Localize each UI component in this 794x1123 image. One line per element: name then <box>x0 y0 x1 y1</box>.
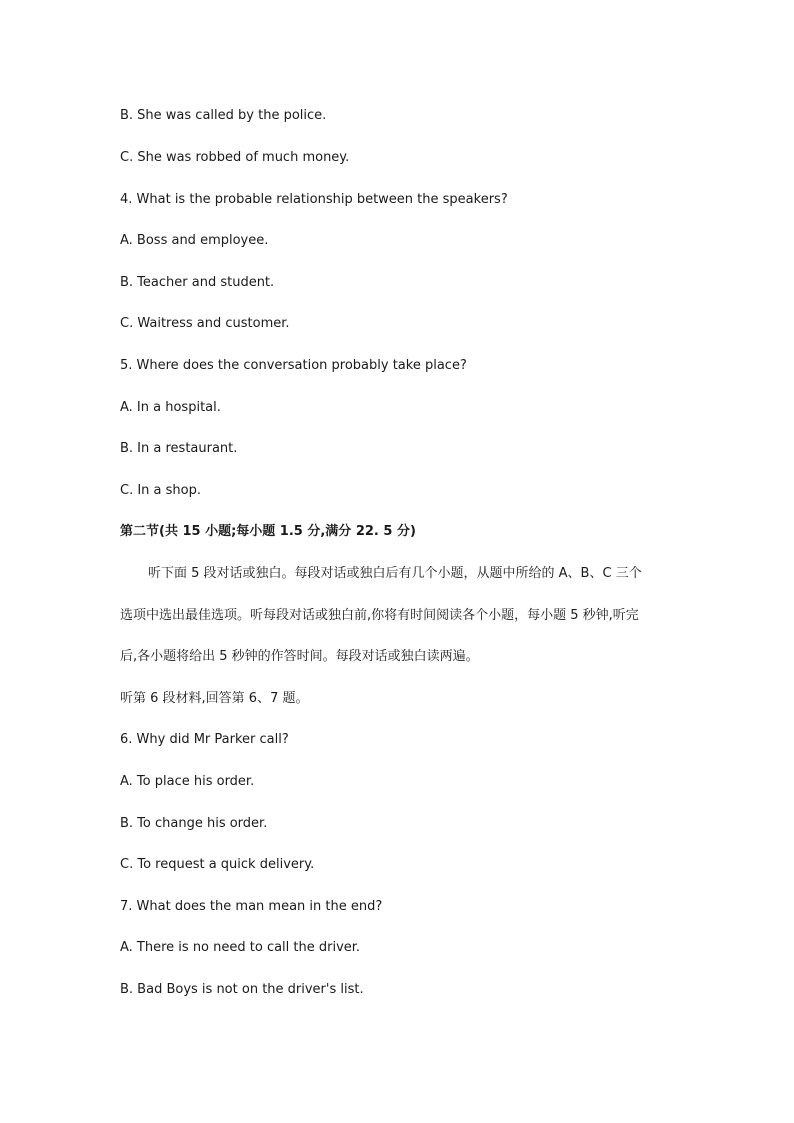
option-5b: B. In a restaurant. <box>120 441 238 456</box>
question-5: 5. Where does the conversation probably take place? <box>120 358 467 373</box>
question-6: 6. Why did Mr Parker call? <box>120 732 289 747</box>
option-6c: C. To request a quick delivery. <box>120 857 315 872</box>
section-heading: 第二节(共 15 小题;每小题 1.5 分,满分 22. 5 分) <box>120 524 416 539</box>
option-4c: C. Waitress and customer. <box>120 316 290 331</box>
question-4: 4. What is the probable relationship between the speakers? <box>120 192 508 207</box>
option-3c: C. She was robbed of much money. <box>120 150 350 165</box>
instructions-line-3: 后,各小题将给出 5 秒钟的作答时间。每段对话或独白读两遍。 <box>120 649 479 664</box>
option-4b: B. Teacher and student. <box>120 275 275 290</box>
option-5a: A. In a hospital. <box>120 400 221 415</box>
option-6b: B. To change his order. <box>120 816 268 831</box>
option-7b: B. Bad Boys is not on the driver's list. <box>120 982 364 997</box>
option-7a: A. There is no need to call the driver. <box>120 940 361 955</box>
material-intro: 听第 6 段材料,回答第 6、7 题。 <box>120 691 309 706</box>
option-3b: B. She was called by the police. <box>120 108 327 123</box>
instructions-line-2: 选项中选出最佳选项。听每段对话或独白前,你将有时间阅读各个小题，每小题 5 秒钟,听完 <box>120 608 639 623</box>
option-4a: A. Boss and employee. <box>120 233 269 248</box>
instructions-line-1: 听下面 5 段对话或独白。每段对话或独白后有几个小题，从题中所给的 A、B、C 三个 <box>148 566 642 581</box>
option-6a: A. To place his order. <box>120 774 255 789</box>
question-7: 7. What does the man mean in the end? <box>120 899 383 914</box>
option-5c: C. In a shop. <box>120 483 201 498</box>
